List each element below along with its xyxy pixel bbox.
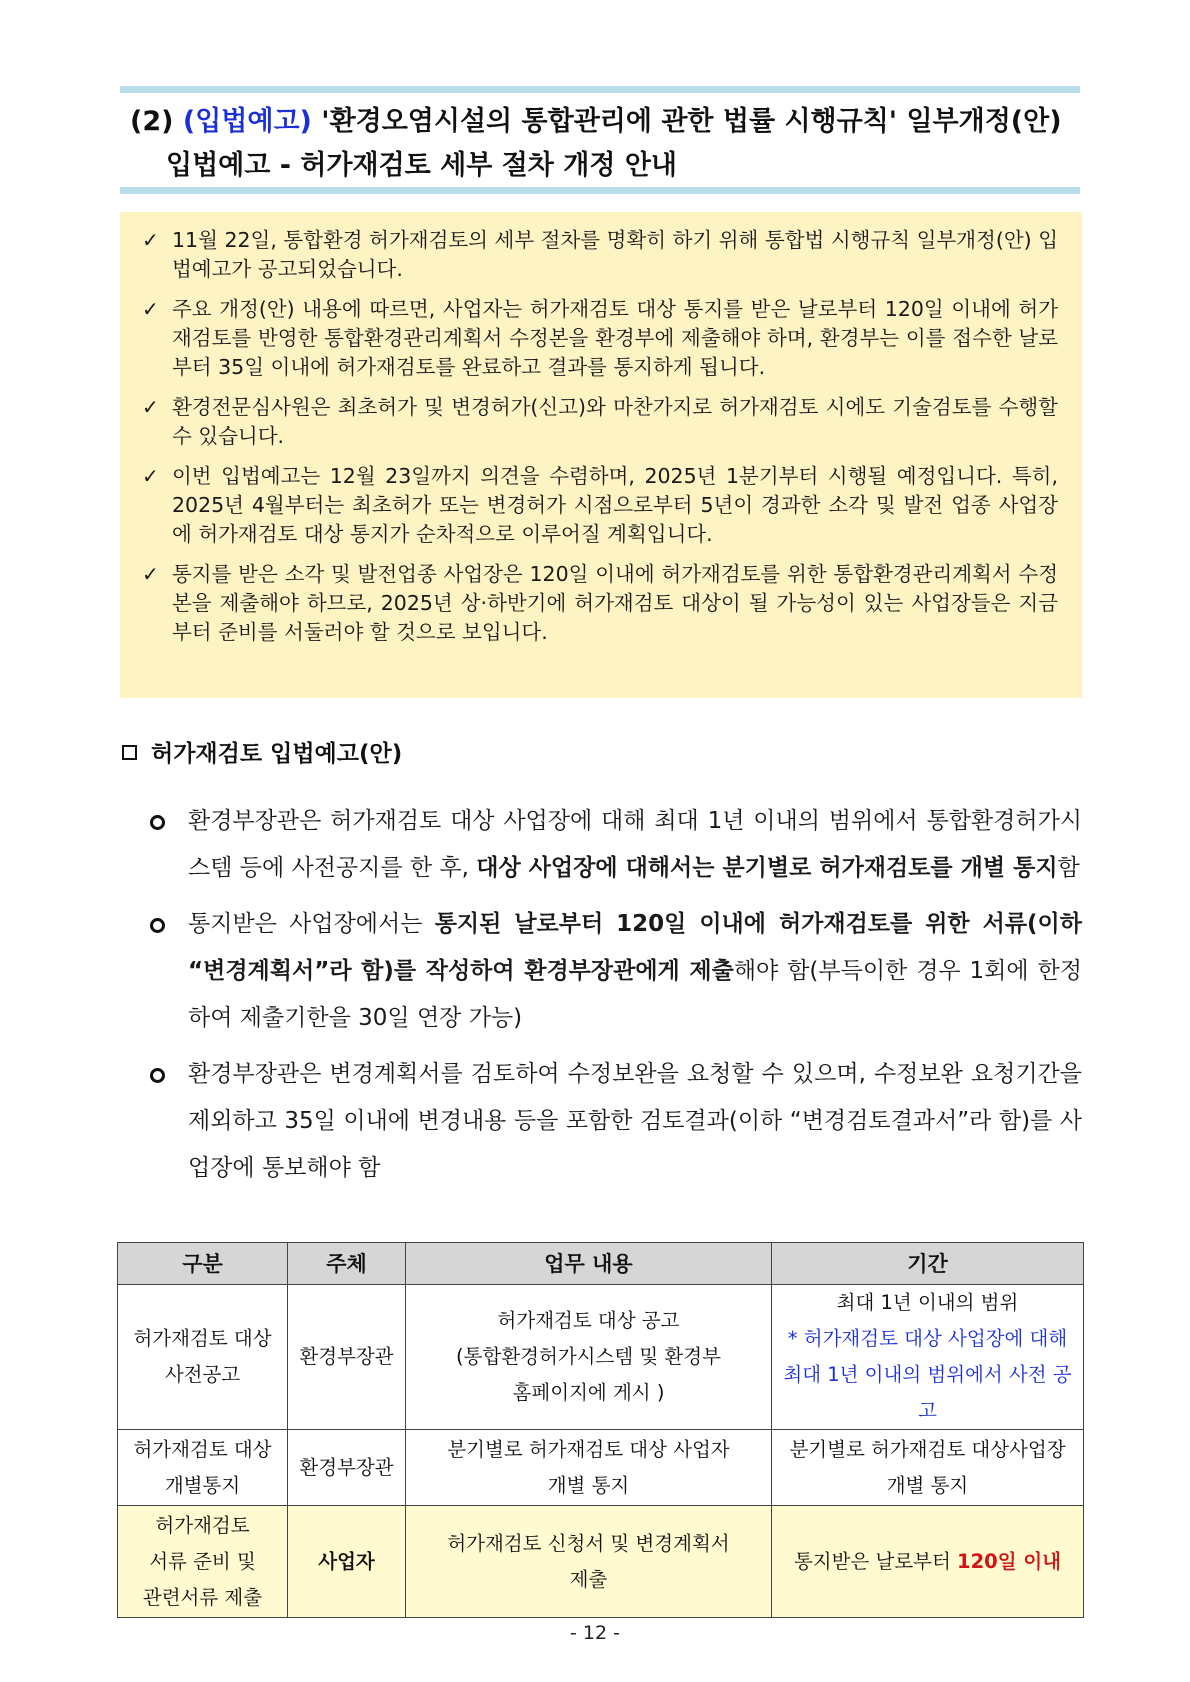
table-header-cell: 기간	[772, 1243, 1084, 1285]
summary-item	[138, 295, 1058, 382]
checkmark-icon: ✓	[142, 464, 159, 488]
circle-outline-icon	[150, 918, 165, 933]
table-cell-subject: 환경부장관	[288, 1430, 406, 1506]
checkmark-icon: ✓	[142, 562, 159, 586]
summary-item	[138, 226, 1058, 284]
bullet-text-tail: 해야 함(부득이한 경우 1회에 한정하여 제출기한을 30일 연장 가능)	[188, 958, 1082, 1031]
title-line2: 입법예고 - 허가재검토 세부 절차 개정 안내	[166, 150, 677, 181]
bullet-item	[150, 901, 1082, 1042]
summary-text: 이번 입법예고는 12월 23일까지 의견을 수렴하며, 2025년 1분기부터 시행될 예정입니다. 특히, 2025년 4월부터는 최초허가 또는 변경허가 시점으로부터 5년이 경과한 소각 및 발전 업종 사업장에 허가재검토 대상 통지가 순차적으로 이루어질 계획입니다.	[172, 464, 1058, 546]
summary-text: 11월 22일, 통합환경 허가재검토의 세부 절차를 명확히 하기 위해 통합법 시행규칙 일부개정(안) 입법예고가 공고되었습니다.	[172, 228, 1058, 281]
summary-text: 환경전문심사원은 최초허가 및 변경허가(신고)와 마찬가지로 허가재검토 시에도 기술검토를 수행할 수 있습니다.	[172, 395, 1058, 448]
period-note: 최대 1년 이내의 범위에서 사전 공고	[783, 1363, 1072, 1422]
table-row	[118, 1430, 1084, 1506]
period-highlight: 120일 이내	[957, 1549, 1062, 1573]
table-cell-subject: 환경부장관	[288, 1285, 406, 1430]
title-line1: '환경오염시설의 통합관리에 관한 법률 시행규칙' 일부개정(안)	[321, 106, 1062, 137]
section-heading	[122, 735, 402, 768]
table-header-row	[118, 1243, 1084, 1285]
bullet-text: 환경부장관은 변경계획서를 검토하여 수정보완을 요청할 수 있으며, 수정보완 요청기간을 제외하고 35일 이내에 변경내용 등을 포함한 검토결과(이하 “변경검토결과서”라 함)를 사업장에 통보해야 함	[188, 1061, 1082, 1181]
table-row	[118, 1285, 1084, 1430]
table-cell-period: 통지받은 날로부터 120일 이내	[772, 1506, 1084, 1618]
summary-item	[138, 462, 1058, 549]
table-cell-category: 허가재검토 대상 개별통지	[118, 1430, 288, 1506]
table-cell-task: 허가재검토 신청서 및 변경계획서 제출	[406, 1506, 772, 1618]
checkmark-icon: ✓	[142, 395, 159, 419]
table-header-cell: 업무 내용	[406, 1243, 772, 1285]
page-title	[130, 100, 1080, 188]
period-note: * 허가재검토 대상 사업장에 대해	[787, 1327, 1068, 1350]
circle-outline-icon	[150, 815, 165, 830]
table-row	[118, 1506, 1084, 1618]
table-header-cell: 주체	[288, 1243, 406, 1285]
table-header-cell: 구분	[118, 1243, 288, 1285]
summary-list	[138, 226, 1058, 647]
bullet-emphasis: 대상 사업장에 대해서는 분기별로 허가재검토를 개별 통지	[476, 855, 1058, 881]
summary-item	[138, 560, 1058, 647]
table-cell-task: 허가재검토 대상 공고 (통합환경허가시스템 및 환경부 홈페이지에 게시 )	[406, 1285, 772, 1430]
bullet-emphasis: 통지된 날로부터 120일 이내에 허가재검토를 위한 서류(이하 “변경계획서”라 함)를 작성하여 환경부장관에게 제출	[188, 911, 1082, 984]
checkmark-icon: ✓	[142, 228, 159, 252]
bullet-list	[150, 798, 1082, 1201]
title-tag: (입법예고)	[182, 106, 312, 137]
table-cell-category: 허가재검토 서류 준비 및 관련서류 제출	[118, 1506, 288, 1618]
bullet-text: 환경부장관은 허가재검토 대상 사업장에 대해 최대 1년 이내의 범위에서 통합환경허가시스템 등에 사전공지를 한 후,	[188, 808, 1082, 881]
summary-box	[120, 212, 1082, 698]
title-number: (2)	[130, 106, 174, 137]
bullet-text: 통지받은 사업장에서는	[188, 911, 435, 937]
summary-text: 통지를 받은 소각 및 발전업종 사업장은 120일 이내에 허가재검토를 위한 통합환경관리계획서 수정본을 제출해야 하므로, 2025년 상·하반기에 허가재검토 대상이 될 가능성이 있는 사업장들은 지금부터 준비를 서둘러야 할 것으로 보입니다.	[172, 562, 1058, 644]
page-number: - 12 -	[570, 1622, 620, 1644]
table-cell-task: 분기별로 허가재검토 대상 사업자 개별 통지	[406, 1430, 772, 1506]
square-outline-icon	[122, 745, 137, 760]
bullet-text-tail: 함	[1057, 855, 1080, 881]
procedure-table	[117, 1242, 1084, 1618]
title-bottom-rule	[120, 187, 1080, 194]
table-cell-period: 최대 1년 이내의 범위 * 허가재검토 대상 사업장에 대해 최대 1년 이내의 범위에서 사전 공고	[772, 1285, 1084, 1430]
bullet-item	[150, 798, 1082, 892]
title-top-rule	[120, 86, 1080, 93]
bullet-item	[150, 1051, 1082, 1192]
section-heading-text: 허가재검토 입법예고(안)	[151, 741, 403, 767]
table-cell-period: 분기별로 허가재검토 대상사업장 개별 통지	[772, 1430, 1084, 1506]
circle-outline-icon	[150, 1068, 165, 1083]
summary-text: 주요 개정(안) 내용에 따르면, 사업자는 허가재검토 대상 통지를 받은 날로부터 120일 이내에 허가재검토를 반영한 통합환경관리계획서 수정본을 환경부에 제출해야 하며, 환경부는 이를 접수한 날로부터 35일 이내에 허가재검토를 완료하고 결과를 통지하게 됩니다.	[172, 297, 1058, 379]
checkmark-icon: ✓	[142, 297, 159, 321]
table-cell-category: 허가재검토 대상 사전공고	[118, 1285, 288, 1430]
summary-item	[138, 393, 1058, 451]
table-cell-subject: 사업자	[288, 1506, 406, 1618]
